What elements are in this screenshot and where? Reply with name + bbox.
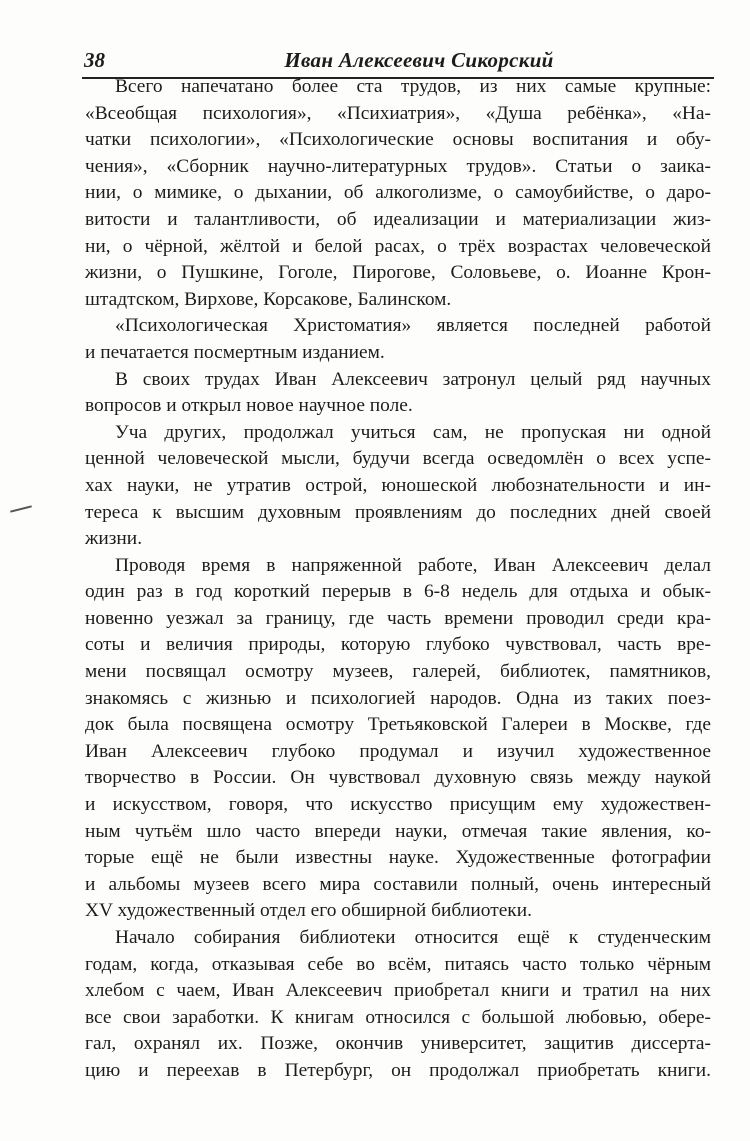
scan-mark bbox=[10, 505, 32, 512]
text-line: и альбомы музеев всего мира составили полный, очень интересный bbox=[85, 873, 711, 895]
paragraph bbox=[85, 420, 711, 553]
text-line: тереса к высшим духовным проявлениям до последних дней своей bbox=[85, 501, 711, 523]
text-line: и искусством, говоря, что искусство присущим ему художествен- bbox=[85, 794, 711, 816]
text-line: ценной человеческой мысли, будучи всегда осведомлён о всех успе- bbox=[85, 448, 711, 470]
text-line: новенно уезжал за границу, где часть времени проводил среди кра- bbox=[85, 607, 711, 629]
text-line: витости и талантливости, об идеализации и материализации жиз- bbox=[85, 208, 711, 230]
text-line: Уча других, продолжал учиться сам, не пропуская ни одной bbox=[115, 421, 711, 443]
text-line: Иван Алексеевич глубоко продумал и изучил художественное bbox=[85, 740, 711, 762]
text-line: нии, о мимике, о дыхании, об алкоголизме, о самоубийстве, о даро- bbox=[85, 182, 711, 204]
text-line: Начало собирания библиотеки относится ещё к студенческим bbox=[115, 927, 711, 948]
text-line: Всего напечатано более ста трудов, из них самые крупные: bbox=[115, 76, 711, 97]
text-line: жизни. bbox=[85, 528, 143, 550]
text-line: штадтском, Вирхове, Корсакове, Балинском. bbox=[85, 288, 452, 310]
text-line: ным чутьём шло часто впереди науки, отмечая такие явления, ко- bbox=[85, 820, 711, 842]
text-line: все свои заработки. К книгам относился с большой любовью, обере- bbox=[85, 1006, 711, 1028]
text-line: и печатается посмертным изданием. bbox=[85, 341, 385, 363]
page-body bbox=[85, 74, 711, 1085]
paragraph bbox=[85, 313, 711, 366]
text-line: XV художественный отдел его обширной библиотеки. bbox=[85, 900, 532, 922]
text-line: мени посвящал осмотру музеев, галерей, библиотек, памятников, bbox=[85, 661, 711, 683]
text-line: Проводя время в напряженной работе, Иван Алексеевич делал bbox=[115, 554, 711, 576]
paragraph bbox=[85, 367, 711, 420]
text-line: док была посвящена осмотру Третьяковской Галереи в Москве, где bbox=[85, 714, 711, 736]
text-line: знакомясь с жизнью и психологией народов. Одна из таких поез- bbox=[85, 687, 711, 709]
page-number: 38 bbox=[84, 48, 105, 72]
paragraph bbox=[85, 553, 711, 925]
text-line: жизни, о Пушкине, Гоголе, Пирогове, Соловьеве, о. Иоанне Крон- bbox=[85, 262, 711, 284]
text-line: хлебом с чаем, Иван Алексеевич приобретал книги и тратил на них bbox=[85, 980, 711, 1002]
text-line: «Психологическая Христоматия» является последней работой bbox=[115, 315, 711, 337]
text-line: вопросов и открыл новое научное поле. bbox=[85, 395, 413, 417]
text-line: годам, когда, отказывая себе во всём, питаясь часто только чёрным bbox=[85, 953, 711, 975]
text-line: чатки психологии», «Психологические основы воспитания и обу- bbox=[85, 129, 711, 151]
text-line: «Всеобщая психология», «Психиатрия», «Душа ребёнка», «На- bbox=[85, 102, 711, 124]
text-line: соты и величия природы, которую глубоко чувствовал, часть вре- bbox=[85, 634, 711, 656]
text-line: хах науки, не утратив острой, юношеской любознательности и ин- bbox=[85, 474, 711, 496]
paragraph bbox=[85, 74, 711, 313]
text-line: торые ещё не были известны науке. Художественные фотографии bbox=[85, 847, 711, 869]
running-title: Иван Алексеевич Сикорский bbox=[284, 48, 554, 72]
text-line: ни, о чёрной, жёлтой и белой расах, о трёх возрастах человеческой bbox=[85, 235, 711, 257]
text-line: творчество в России. Он чувствовал духовную связь между наукой bbox=[85, 767, 711, 789]
text-line: чения», «Сборник научно-литературных трудов». Статьи о заика- bbox=[85, 155, 711, 177]
text-line: цию и переехав в Петербург, он продолжал приобретать книги. bbox=[85, 1059, 711, 1081]
text-line: один раз в год короткий перерыв в 6-8 недель для отдыха и обык- bbox=[85, 581, 711, 603]
paragraph bbox=[85, 925, 711, 1085]
text-line: гал, охранял их. Позже, окончив университет, защитив диссерта- bbox=[85, 1033, 711, 1055]
text-line: В своих трудах Иван Алексеевич затронул целый ряд научных bbox=[115, 368, 711, 390]
running-header bbox=[84, 46, 714, 76]
